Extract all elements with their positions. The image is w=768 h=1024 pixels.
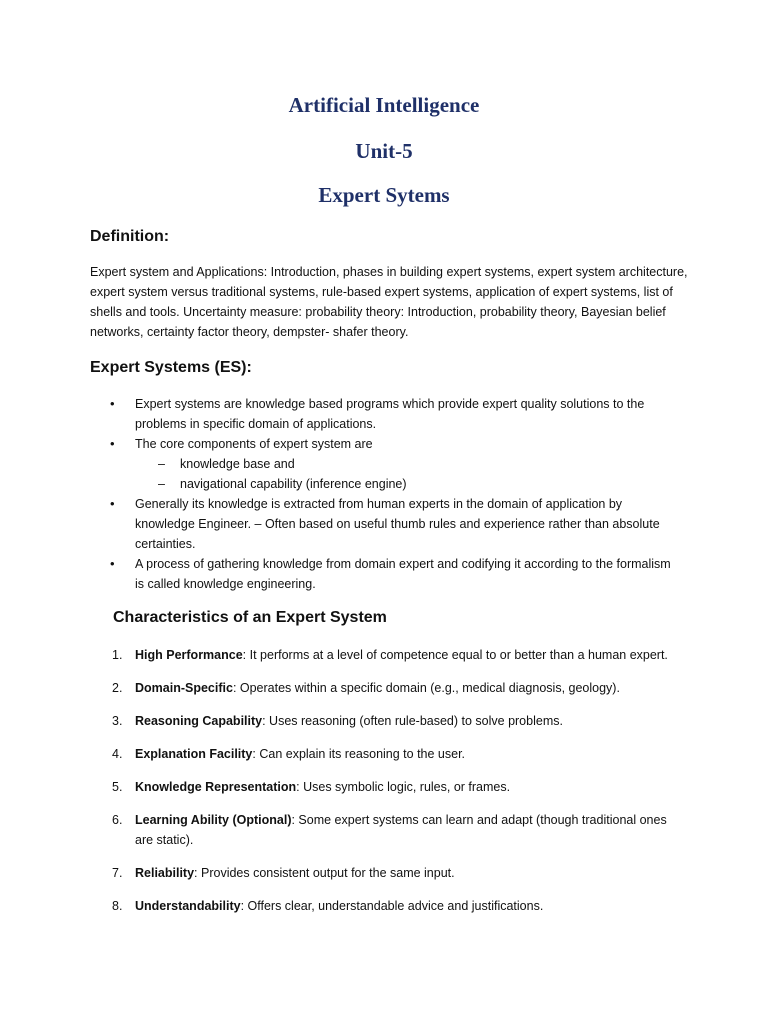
item-term: Understandability	[135, 899, 241, 913]
item-term: Knowledge Representation	[135, 780, 297, 794]
definition-heading: Definition:	[90, 228, 170, 245]
item-term: Reasoning Capability	[135, 714, 263, 728]
list-item	[0, 863, 675, 883]
bullet-icon: •	[110, 496, 115, 511]
list-item	[0, 645, 675, 665]
list-item	[0, 434, 675, 494]
item-number: 3.	[112, 714, 123, 728]
item-number: 1.	[112, 648, 123, 662]
item-number: 7.	[112, 866, 123, 880]
sub-list-item	[135, 454, 675, 474]
item-description: : Uses symbolic logic, rules, or frames.	[296, 780, 511, 794]
topic-title: Expert Sytems	[318, 183, 450, 207]
dash-icon: –	[158, 477, 165, 491]
bullet-icon: •	[110, 436, 115, 451]
definition-paragraph: Expert system and Applications: Introduction, phases in building expert systems, expert system architecture, expert system versus traditional systems, rule-based expert systems, application of expert systems, list of shells and tools. Uncertainty measure: probability theory: Introduction, probability theory, Bayesian belief networks, certainty factor theory, dempster- shafer theory.	[90, 265, 688, 339]
characteristics-list	[0, 645, 675, 929]
sub-list-item	[135, 474, 675, 494]
bullet-text: The core components of expert system are	[135, 437, 373, 451]
item-term: Reliability	[135, 866, 195, 880]
item-term: High Performance	[135, 648, 243, 662]
item-description: : Some expert systems can learn and adapt (though traditional ones are static).	[135, 813, 667, 847]
list-item	[0, 896, 675, 916]
item-description: : Offers clear, understandable advice and justifications.	[240, 899, 544, 913]
expert-systems-list	[0, 394, 675, 594]
unit-title: Unit-5	[355, 139, 413, 163]
bullet-icon: •	[110, 396, 115, 411]
list-item	[0, 394, 675, 434]
item-number: 2.	[112, 681, 123, 695]
sub-item-text: knowledge base and	[180, 457, 295, 471]
characteristics-heading: Characteristics of an Expert System	[113, 609, 387, 626]
item-term: Learning Ability (Optional)	[135, 813, 292, 827]
expert-systems-heading: Expert Systems (ES):	[90, 359, 252, 376]
bullet-text: Expert systems are knowledge based programs which provide expert quality solutions to the problems in specific domain of applications.	[135, 397, 645, 431]
list-item	[0, 554, 675, 594]
bullet-text: Generally its knowledge is extracted from human experts in the domain of application by knowledge Engineer. – Often based on useful thumb rules and experience rather than absolute certainties.	[135, 497, 660, 551]
item-number: 8.	[112, 899, 123, 913]
document-title: Artificial Intelligence	[288, 93, 480, 117]
item-number: 5.	[112, 780, 123, 794]
item-description: : Can explain its reasoning to the user.	[252, 747, 466, 761]
list-item	[0, 744, 675, 764]
bullet-icon: •	[110, 556, 115, 571]
list-item	[0, 777, 675, 797]
list-item	[0, 711, 675, 731]
item-description: : It performs at a level of competence equal to or better than a human expert.	[242, 648, 668, 662]
item-term: Domain-Specific	[135, 681, 233, 695]
item-description: : Uses reasoning (often rule-based) to solve problems.	[262, 714, 563, 728]
components-sublist	[135, 454, 675, 494]
sub-item-text: navigational capability (inference engine)	[180, 477, 407, 491]
item-description: : Operates within a specific domain (e.g., medical diagnosis, geology).	[232, 681, 620, 695]
item-term: Explanation Facility	[135, 747, 253, 761]
item-number: 6.	[112, 813, 123, 827]
bullet-text: A process of gathering knowledge from domain expert and codifying it according to the formalism is called knowledge engineering.	[135, 557, 671, 591]
list-item	[0, 810, 675, 850]
list-item	[0, 494, 675, 554]
item-number: 4.	[112, 747, 123, 761]
dash-icon: –	[158, 457, 165, 471]
list-item	[0, 678, 675, 698]
item-description: : Provides consistent output for the same input.	[194, 866, 455, 880]
